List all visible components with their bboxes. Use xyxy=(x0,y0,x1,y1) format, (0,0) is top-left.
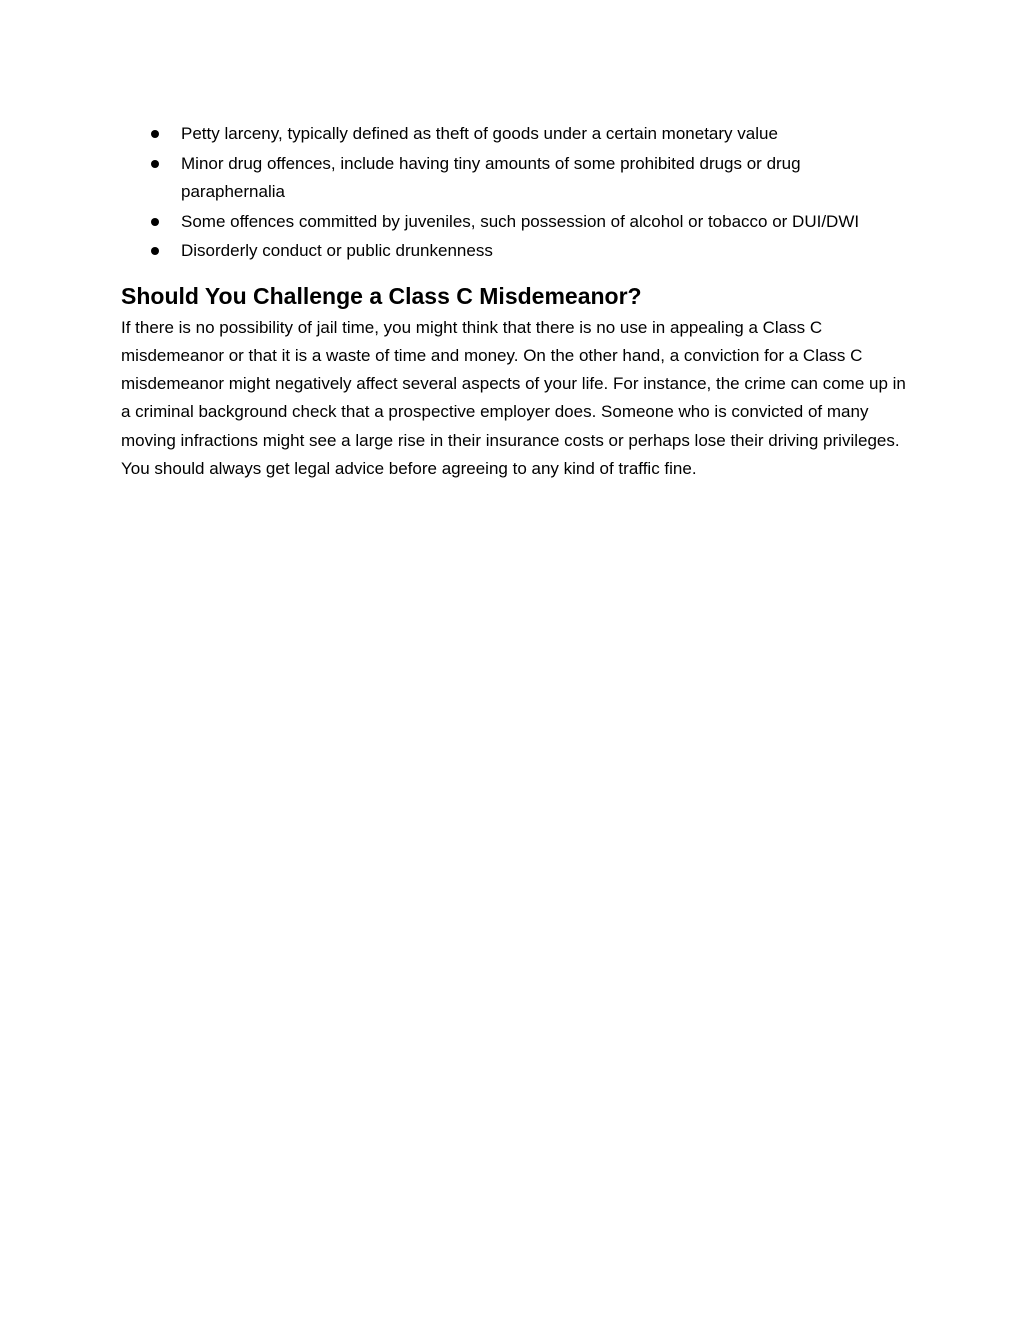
bullet-icon xyxy=(151,247,159,255)
list-item xyxy=(121,208,907,237)
list-item xyxy=(121,237,907,266)
list-item-text: Some offences committed by juveniles, such possession of alcohol or tobacco or DUI/DWI xyxy=(181,211,860,231)
offence-bullet-list xyxy=(121,120,907,266)
section-heading: Should You Challenge a Class C Misdemeanor? xyxy=(121,282,642,309)
list-item xyxy=(121,150,907,207)
document-content xyxy=(121,120,907,483)
body-paragraph: If there is no possibility of jail time, you might think that there is no use in appealing a Class C misdemeanor or that it is a waste of time and money. On the other hand, a conviction for a Class C misdemeanor might negatively affect several aspects of your life. For instance, the crime can come up in a criminal background check that a prospective employer does. Someone who is convicted of many moving infractions might see a large rise in their insurance costs or perhaps lose their driving privileges. You should always get legal advice before agreeing to any kind of traffic fine. xyxy=(121,317,906,478)
bullet-icon xyxy=(151,218,159,226)
list-item-text: Disorderly conduct or public drunkenness xyxy=(181,241,493,260)
list-item xyxy=(121,120,907,149)
list-item-text: Minor drug offences, include having tiny amounts of some prohibited drugs or drug paraphernalia xyxy=(181,153,801,201)
list-item-text: Petty larceny, typically defined as theft of goods under a certain monetary value xyxy=(181,124,778,143)
bullet-icon xyxy=(151,130,159,138)
bullet-icon xyxy=(151,160,159,168)
